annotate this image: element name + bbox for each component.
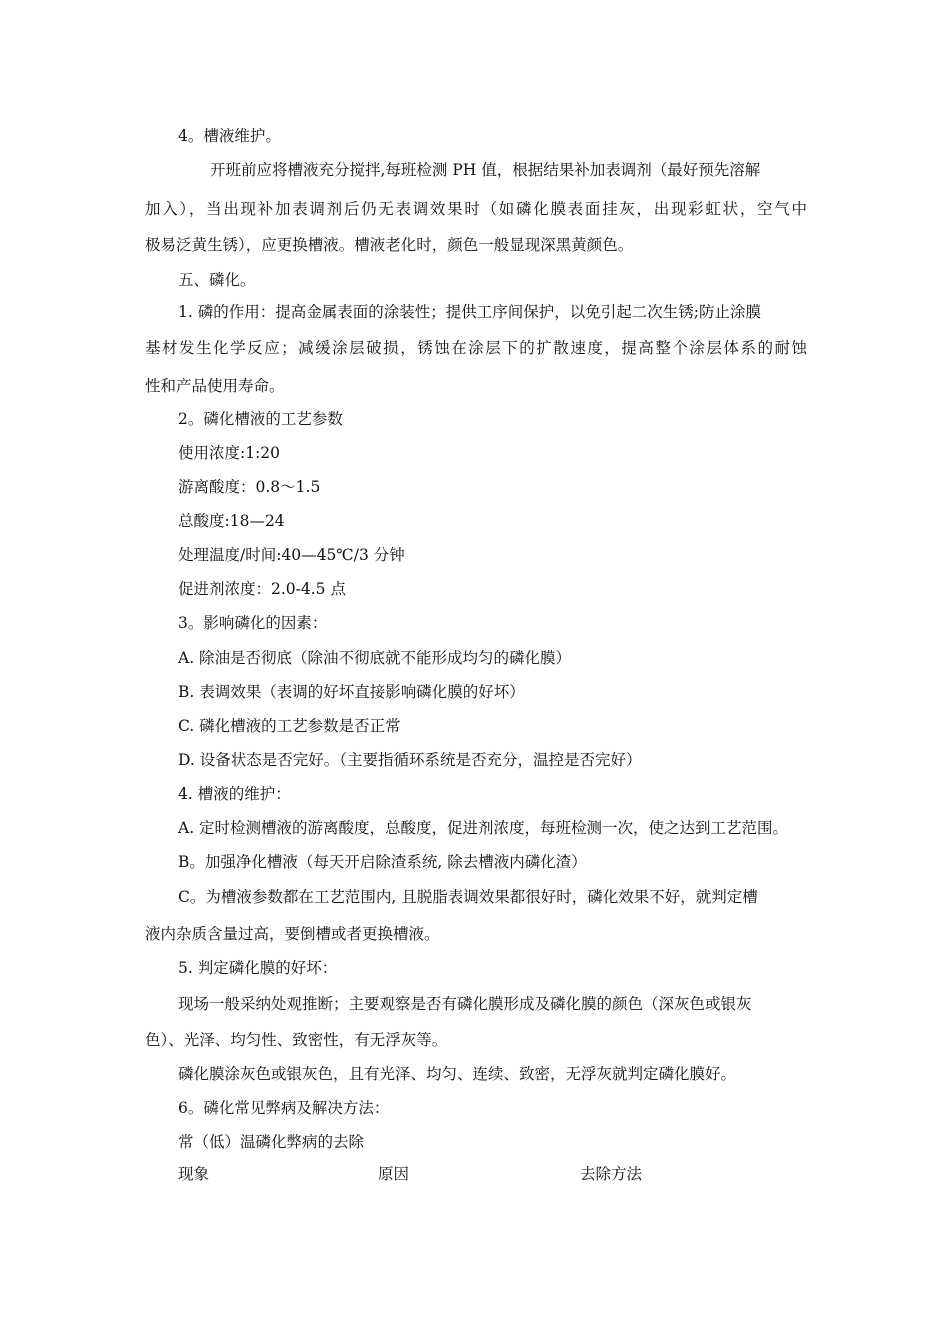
paragraph-line: 现场一般采纳处观推断；主要观察是否有磷化膜形成及磷化膜的颜色（深灰色或银灰 — [178, 995, 752, 1013]
subsection-heading-defects: 6。磷化常见弊病及解决方法： — [178, 1099, 390, 1117]
table-header-phenomenon: 现象 — [178, 1165, 210, 1183]
list-item: A. 定时检测槽液的游离酸度，总酸度，促进剂浓度，每班检测一次，使之达到工艺范围。 — [178, 819, 789, 837]
paragraph-line: 磷化膜涂灰色或银灰色，且有光泽、均匀、连续、致密，无浮灰就判定磷化膜好。 — [178, 1065, 737, 1083]
paragraph-line: 性和产品使用寿命。 — [145, 377, 285, 395]
subsection-heading-parameters: 2。磷化槽液的工艺参数 — [178, 410, 343, 428]
paragraph-line: 开班前应将槽液充分搅拌,每班检测 PH 值，根据结果补加表调剂（最好预先溶解 — [210, 161, 761, 179]
subsection-heading-factors: 3。影响磷化的因素： — [178, 614, 328, 632]
list-item-continuation: 液内杂质含量过高，要倒槽或者更换槽液。 — [145, 925, 440, 943]
paragraph-line: 色）、光泽、均匀性、致密性，有无浮灰等。 — [145, 1031, 448, 1049]
table-caption: 常（低）温磷化弊病的去除 — [178, 1133, 365, 1151]
paragraph-line: 基材发生化学反应；减缓涂层破损，锈蚀在涂层下的扩散速度，提高整个涂层体系的耐蚀 — [145, 339, 807, 357]
parameter-line: 使用浓度:1:20 — [178, 444, 281, 462]
paragraph-line: 加入），当出现补加表调剂后仍无表调效果时（如磷化膜表面挂灰，出现彩虹状，空气中 — [145, 200, 807, 218]
parameter-line: 促进剂浓度：2.0-4.5 点 — [178, 580, 346, 598]
parameter-line: 处理温度/时间:40—45℃/3 分钟 — [178, 546, 405, 564]
paragraph-line: 1. 磷的作用：提高金属表面的涂装性；提供工序间保护，以免引起二次生锈;防止涂膜 — [178, 303, 761, 321]
list-item: D. 设备状态是否完好。（主要指循环系统是否充分，温控是否完好） — [178, 751, 642, 769]
subsection-heading-bath-upkeep: 4. 槽液的维护： — [178, 785, 291, 803]
table-header-cause: 原因 — [378, 1165, 410, 1183]
list-item: C。为槽液参数都在工艺范围内, 且脱脂表调效果都很好时，磷化效果不好，就判定槽 — [178, 888, 758, 906]
subsection-heading-judge-film: 5. 判定磷化膜的好坏： — [178, 959, 338, 977]
paragraph-line: 极易泛黄生锈），应更换槽液。槽液老化时，颜色一般显现深黑黄颜色。 — [145, 236, 634, 254]
subsection-heading-bath-maintenance: 4。槽液维护。 — [178, 127, 281, 145]
parameter-line: 总酸度:18—24 — [178, 512, 285, 530]
list-item: C. 磷化槽液的工艺参数是否正常 — [178, 717, 401, 735]
list-item: A. 除油是否彻底（除油不彻底就不能形成均匀的磷化膜） — [178, 649, 572, 667]
table-header-remedy: 去除方法 — [580, 1165, 643, 1183]
list-item: B。加强净化槽液（每天开启除渣系统, 除去槽液内磷化渣） — [178, 853, 587, 871]
section-heading-phosphating: 五、磷化。 — [178, 271, 256, 289]
parameter-line: 游离酸度：0.8～1.5 — [178, 478, 321, 496]
list-item: B. 表调效果（表调的好坏直接影响磷化膜的好坏） — [178, 683, 525, 701]
